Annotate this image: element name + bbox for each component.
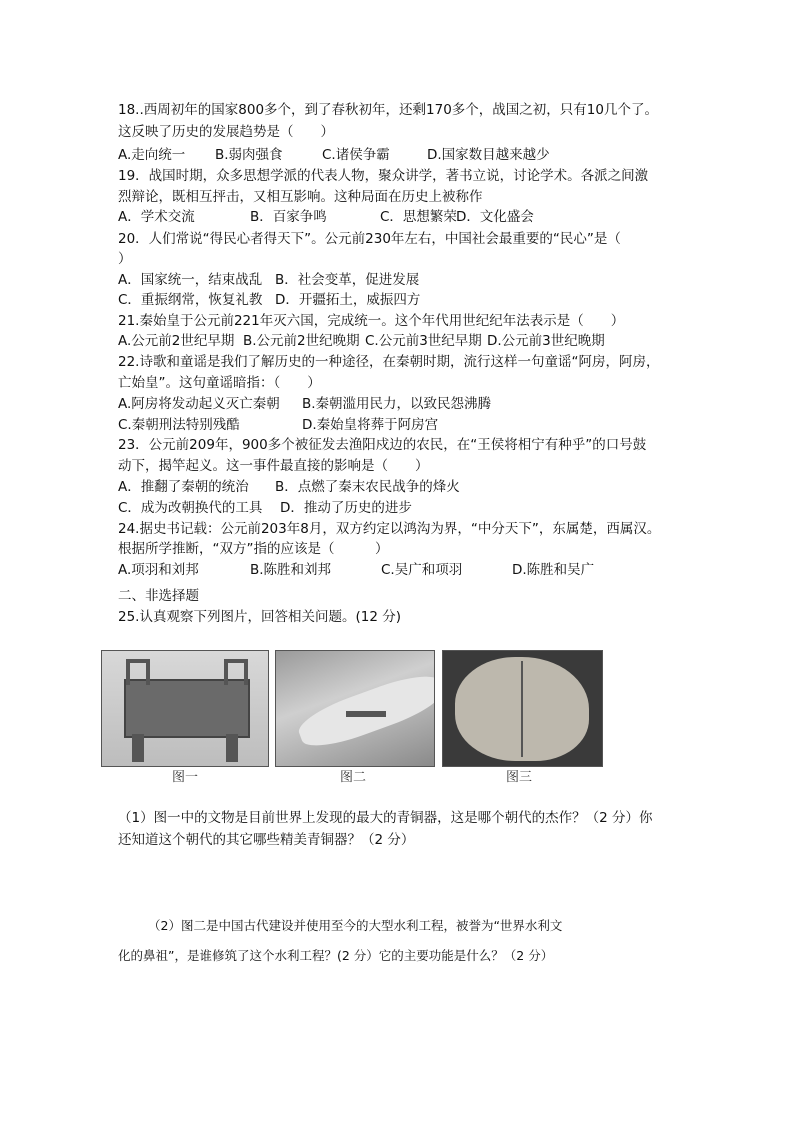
q18-option-c: C.诸侯争霸 bbox=[322, 147, 390, 163]
bronze-ding-image bbox=[101, 650, 269, 767]
q20-stem: ） bbox=[118, 251, 132, 267]
q22-option-a: A.阿房将发动起义灭亡秦朝 bbox=[118, 396, 280, 412]
q19-option-d: D．文化盛会 bbox=[456, 209, 534, 225]
q25-stem: 25.认真观察下列图片，回答相关问题。(12 分) bbox=[118, 609, 401, 625]
q23-stem: 动下，揭竿起义。这一事件最直接的影响是（ ） bbox=[118, 458, 429, 474]
q24-option-d: D.陈胜和吴广 bbox=[512, 562, 595, 578]
q23-option-b: B．点燃了秦末农民战争的烽火 bbox=[275, 479, 460, 495]
q21-option-a: A.公元前2世纪早期 bbox=[118, 333, 235, 349]
q22-option-d: D.秦始皇将葬于阿房宫 bbox=[302, 417, 439, 433]
q25-sub1: 还知道这个朝代的其它哪些精美青铜器？（2 分） bbox=[118, 832, 415, 848]
q24-option-c: C.吴广和项羽 bbox=[381, 562, 463, 578]
q18-option-a: A.走向统一 bbox=[118, 147, 186, 163]
q21-option-d: D.公元前3世纪晚期 bbox=[487, 333, 605, 349]
q19-stem: 烈辩论，既相互抨击，又相互影响。这种局面在历史上被称作 bbox=[118, 189, 483, 205]
figure-3-caption: 图三 bbox=[506, 770, 533, 785]
section-heading: 二、非选择题 bbox=[118, 588, 199, 604]
q25-sub1: （1）图一中的文物是目前世界上发现的最大的青铜器，这是哪个朝代的杰作？（2 分）你 bbox=[118, 810, 653, 826]
q18-stem: 这反映了历史的发展趋势是（ ） bbox=[118, 124, 334, 140]
q20-option-a: A．国家统一，结束战乱 bbox=[118, 272, 263, 288]
q22-stem: 22.诗歌和童谣是我们了解历史的一种途径，在秦朝时期，流行这样一句童谣“阿房，阿房， bbox=[118, 354, 660, 370]
q23-option-d: D．推动了历史的进步 bbox=[280, 500, 412, 516]
q21-option-c: C.公元前3世纪早期 bbox=[365, 333, 482, 349]
figure-1-caption: 图一 bbox=[172, 770, 199, 785]
q19-option-c: C．思想繁荣 bbox=[380, 209, 457, 225]
q24-option-b: B.陈胜和刘邦 bbox=[250, 562, 332, 578]
q23-option-a: A．推翻了秦朝的统治 bbox=[118, 479, 249, 495]
dujiangyan-image bbox=[275, 650, 435, 767]
q20-option-d: D．开疆拓土，威振四方 bbox=[275, 292, 421, 308]
q21-stem: 21.秦始皇于公元前221年灭六国，完成统一。这个年代用世纪纪年法表示是（ ） bbox=[118, 313, 625, 329]
q20-stem: 20．人们常说“得民心者得天下”。公元前230年左右，中国社会最重要的“民心”是（ bbox=[118, 231, 621, 247]
figure-2-caption: 图二 bbox=[340, 770, 367, 785]
q22-stem: 亡始皇”。这句童谣暗指：（ ） bbox=[118, 375, 321, 391]
q18-option-b: B.弱肉强食 bbox=[215, 147, 283, 163]
q24-option-a: A.项羽和刘邦 bbox=[118, 562, 199, 578]
q19-option-a: A．学术交流 bbox=[118, 209, 195, 225]
q23-option-c: C．成为改朝换代的工具 bbox=[118, 500, 263, 516]
q18-stem: 18..西周初年的国家800多个，到了春秋初年，还剩170多个，战国之初，只有10几个了。 bbox=[118, 102, 658, 118]
q23-stem: 23．公元前209年，900多个被征发去渔阳戍边的农民，在“王侯将相宁有种乎”的口号鼓 bbox=[118, 437, 647, 453]
q19-option-b: B．百家争鸣 bbox=[250, 209, 327, 225]
q22-option-b: B.秦朝滥用民力，以致民怨沸腾 bbox=[302, 396, 492, 412]
q19-stem: 19．战国时期，众多思想学派的代表人物，聚众讲学，著书立说，讨论学术。各派之间激 bbox=[118, 168, 649, 184]
q25-sub2: 化的鼻祖”，是谁修筑了这个水利工程？(2 分）它的主要功能是什么？（2 分） bbox=[118, 948, 554, 963]
q25-sub2: （2）图二是中国古代建设并使用至今的大型水利工程，被誉为“世界水利文 bbox=[148, 918, 563, 933]
q24-stem: 根据所学推断，“双方”指的应该是（ ） bbox=[118, 541, 389, 557]
q20-option-c: C．重振纲常，恢复礼教 bbox=[118, 292, 263, 308]
q21-option-b: B.公元前2世纪晚期 bbox=[243, 333, 360, 349]
q20-option-b: B．社会变革，促进发展 bbox=[275, 272, 420, 288]
q24-stem: 24.据史书记载：公元前203年8月，双方约定以鸿沟为界，“中分天下”，东属楚，西属汉。 bbox=[118, 521, 661, 537]
q18-option-d: D.国家数目越来越少 bbox=[427, 147, 550, 163]
q22-option-c: C.秦朝刑法特别残酷 bbox=[118, 417, 240, 433]
oracle-bone-image bbox=[442, 650, 603, 767]
